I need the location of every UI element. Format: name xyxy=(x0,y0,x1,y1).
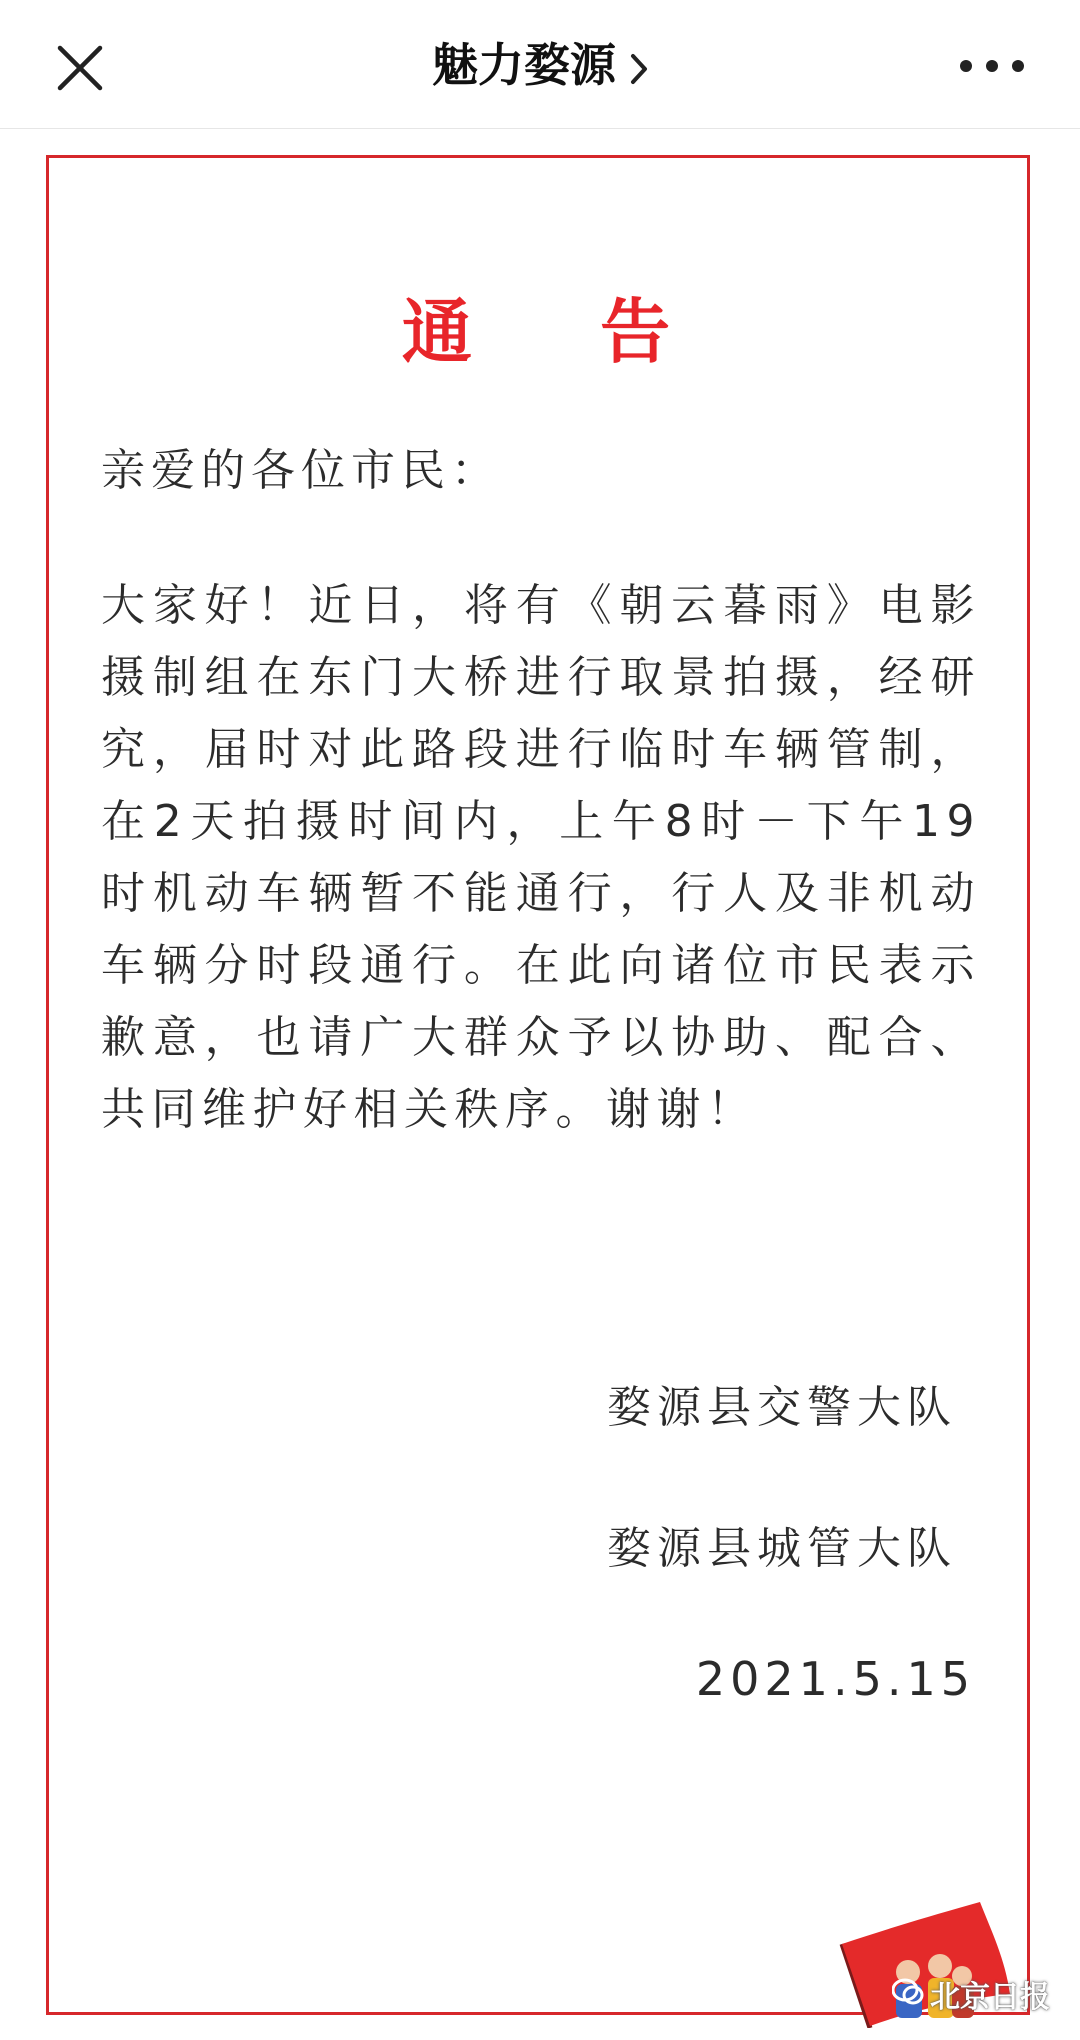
account-title-link[interactable] xyxy=(0,34,1080,100)
signature-city-management: 婺源县城管大队 xyxy=(607,1523,957,1574)
more-icon[interactable] xyxy=(956,50,1028,82)
account-title: 魅力婺源 xyxy=(432,38,616,92)
watermark-text: 北京日报 xyxy=(930,1980,1050,2015)
wechat-logo-icon xyxy=(892,1978,924,2006)
signature-traffic-police: 婺源县交警大队 xyxy=(607,1382,957,1433)
notice-body: 大家好！近日，将有《朝云暮雨》电影摄制组在东门大桥进行取景拍摄，经研究，届时对此路段进行临时车辆管制，在2天拍摄时间内，上午8时－下午19时机动车辆暂不能通行，行人及非机动车辆分时段通行。在此向诸位市民表示歉意，也请广大群众予以协助、配合、共同维护好相关秩序。谢谢！ xyxy=(101,580,981,1135)
notice-date: 2021.5.15 xyxy=(695,1652,975,1706)
notice-title: 通 告 xyxy=(401,291,675,373)
top-nav-bar xyxy=(0,0,1080,129)
notice-salutation: 亲爱的各位市民： xyxy=(101,445,501,496)
chevron-right-icon xyxy=(630,38,648,100)
notice-card xyxy=(46,155,1030,2015)
